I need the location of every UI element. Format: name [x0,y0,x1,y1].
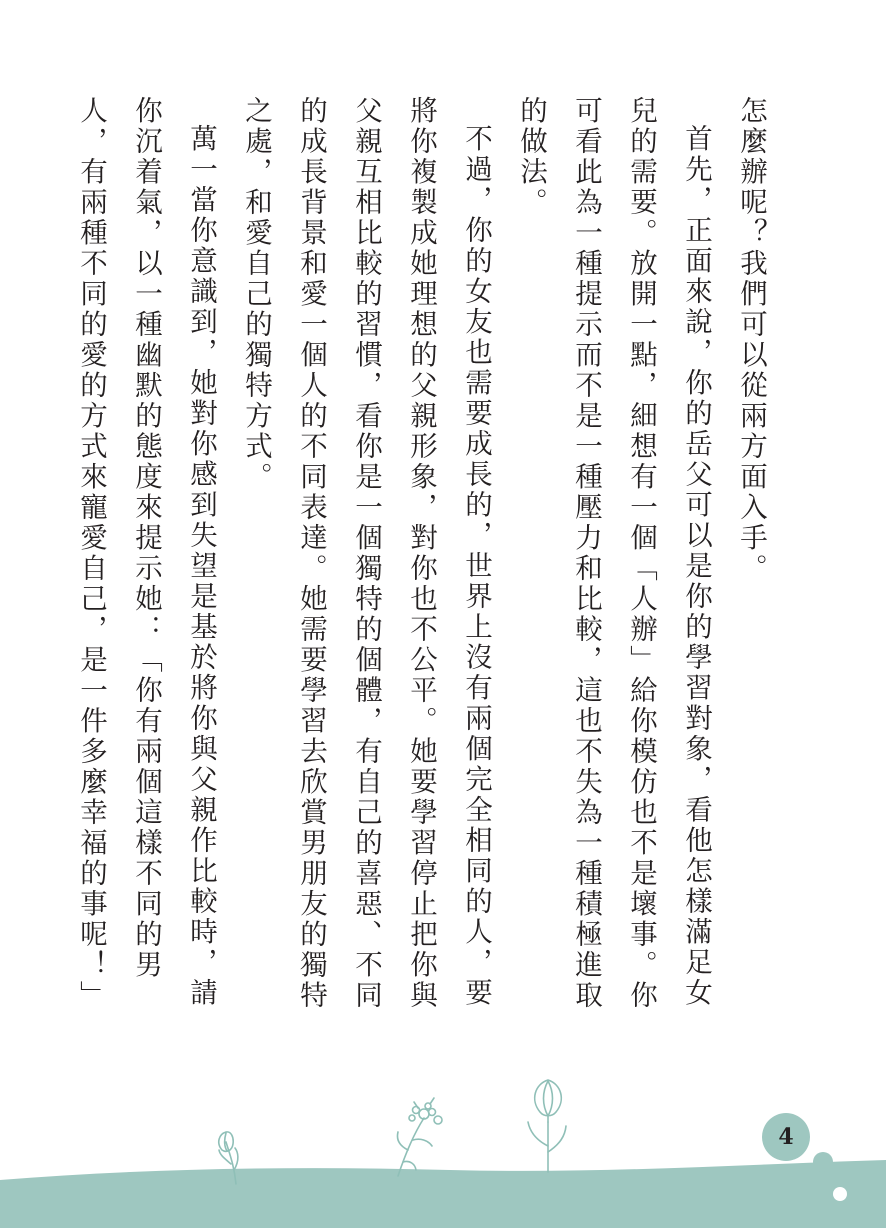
paragraph-1: 怎麼辦呢？我們可以從兩方面入手。 [735,96,767,584]
ground-band [0,1160,886,1228]
paragraph-3: 不過，你的女友也需要成長的，世界上沒有兩個完全相同的人，要將你複製成她理想的父親形象，對你也不公平。她要學習停止把你與父親互相比較的習慣，看你是一個獨特的個體，有自己的喜惡、不同的成長背景和愛一個人的不同表達。她需要學習去欣賞男朋友的獨特之處，和愛自己的獨特方式。 [240,96,492,1011]
page-number-badge [762,1113,810,1161]
middle-plant-icon [397,1098,442,1176]
decor-dot-small [833,1187,847,1201]
footer-ground-decoration [0,1060,886,1228]
paragraph-4: 萬一當你意識到，她對你感到失望是基於將你與父親作比較時，請你沉着氣，以一種幽默的態度來提示她：「你有兩個這樣不同的男人，有兩種不同的愛的方式來寵愛自己，是一件多麼幸福的事呢！」 [75,96,217,1011]
right-plant-icon [528,1080,566,1172]
body-text [75,96,778,1026]
paragraph-2: 首先，正面來說，你的岳父可以是你的學習對象，看他怎樣滿足女兒的需要。放開一點，細想有一個「人辦」給你模仿也不是壞事。你可看此為一種提示而不是一種壓力和比較，這也不失為一種積極進取的做法。 [515,96,712,1011]
decor-dot-large [813,1152,833,1172]
page-number: 4 [778,1124,794,1150]
